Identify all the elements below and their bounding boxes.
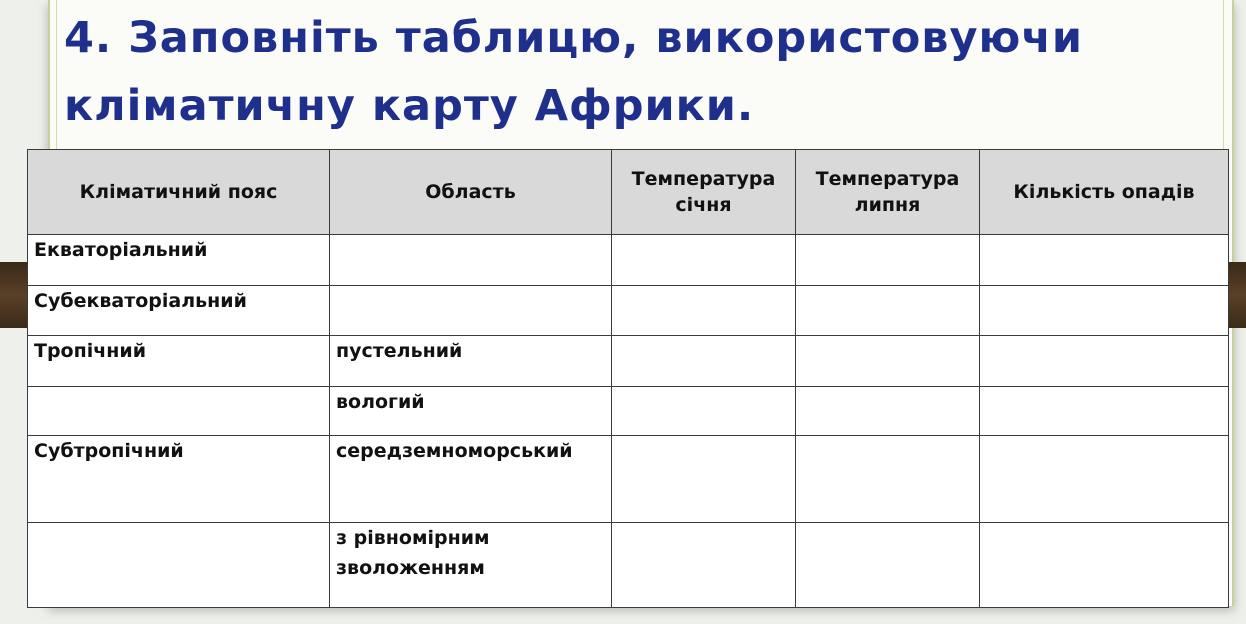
header-region: Область [330, 150, 612, 235]
january-temp-cell[interactable] [612, 436, 796, 523]
july-temp-cell[interactable] [796, 336, 980, 387]
task-title: 4. Заповніть таблицю, використовуючи кліматичну карту Африки. [64, 13, 1083, 131]
table-row [28, 235, 1229, 286]
region-cell: з рівномірним зволоженням [330, 523, 612, 608]
belt-cell: Субтропічний [28, 436, 330, 523]
region-cell[interactable] [330, 235, 612, 286]
table-row [28, 387, 1229, 436]
header-climate-belt: Кліматичний пояс [28, 150, 330, 235]
table-row [28, 286, 1229, 336]
belt-cell [28, 523, 330, 608]
january-temp-cell[interactable] [612, 387, 796, 436]
header-precipitation: Кількість опадів [980, 150, 1229, 235]
july-temp-cell[interactable] [796, 387, 980, 436]
region-cell: пустельний [330, 336, 612, 387]
belt-cell: Субекваторіальний [28, 286, 330, 336]
region-cell: середземноморський [330, 436, 612, 523]
january-temp-cell[interactable] [612, 235, 796, 286]
table-row [28, 436, 1229, 523]
precipitation-cell[interactable] [980, 235, 1229, 286]
climate-table [27, 149, 1229, 608]
precipitation-cell[interactable] [980, 387, 1229, 436]
belt-cell: Екваторіальний [28, 235, 330, 286]
january-temp-cell[interactable] [612, 523, 796, 608]
precipitation-cell[interactable] [980, 436, 1229, 523]
january-temp-cell[interactable] [612, 336, 796, 387]
region-cell[interactable] [330, 286, 612, 336]
belt-cell [28, 387, 330, 436]
header-january-temp: Температура січня [612, 150, 796, 235]
precipitation-cell[interactable] [980, 523, 1229, 608]
header-july-temp: Температура липня [796, 150, 980, 235]
precipitation-cell[interactable] [980, 336, 1229, 387]
july-temp-cell[interactable] [796, 286, 980, 336]
belt-cell: Тропічний [28, 336, 330, 387]
july-temp-cell[interactable] [796, 436, 980, 523]
precipitation-cell[interactable] [980, 286, 1229, 336]
region-cell: вологий [330, 387, 612, 436]
july-temp-cell[interactable] [796, 235, 980, 286]
table-row [28, 336, 1229, 387]
table-row [28, 523, 1229, 608]
table-header-row [28, 150, 1229, 235]
july-temp-cell[interactable] [796, 523, 980, 608]
january-temp-cell[interactable] [612, 286, 796, 336]
